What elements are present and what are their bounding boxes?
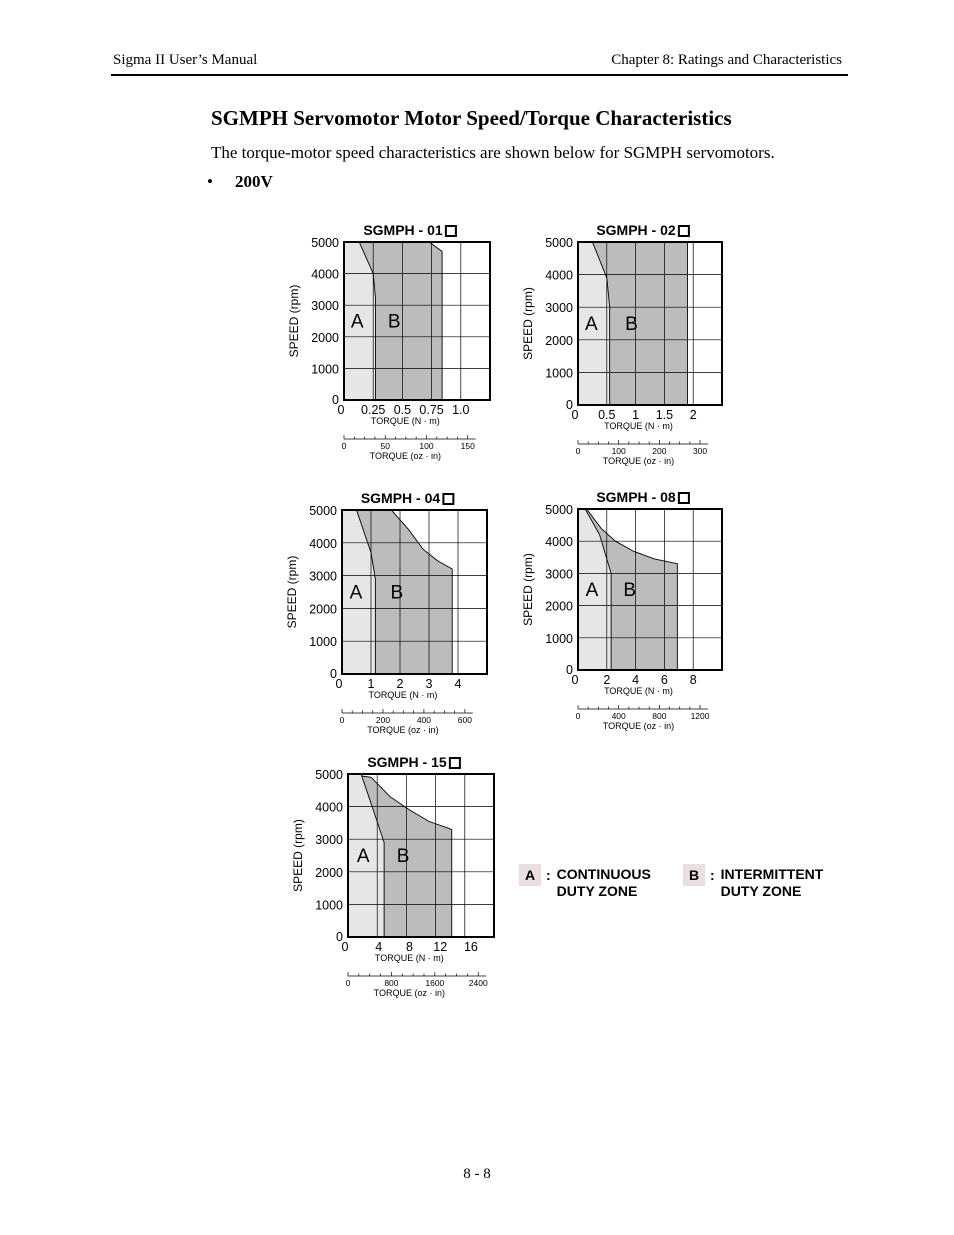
oz-tick-label: 400 — [611, 711, 626, 721]
zone-a-label: A — [356, 846, 370, 868]
legend-a-colon: : — [546, 867, 551, 883]
oz-axis-label: TORQUE (oz · in) — [602, 456, 675, 466]
x-tick-label: 0 — [571, 408, 579, 422]
x-tick-label: 0 — [337, 403, 345, 417]
chart-title: SGMPH - 04 — [360, 490, 441, 506]
y-tick-label: 3000 — [315, 833, 343, 848]
x-tick-label: 2 — [396, 677, 404, 691]
y-tick-label: 3000 — [545, 301, 573, 316]
header-rule — [111, 74, 848, 76]
oz-tick-label: 50 — [380, 441, 390, 451]
chart-svg — [276, 480, 526, 735]
y-tick-label: 4000 — [545, 535, 573, 550]
page-number: 8 - 8 — [463, 1166, 491, 1182]
y-axis-label: SPEED (rpm) — [287, 284, 301, 358]
y-tick-label: 0 — [330, 667, 337, 681]
oz-tick-label: 800 — [652, 711, 667, 721]
chart-sgmph-15 — [283, 752, 533, 998]
running-header-left: Sigma II User’s Manual — [113, 52, 258, 68]
oz-tick-label: 0 — [575, 446, 581, 456]
y-tick-label: 5000 — [311, 236, 339, 250]
x-tick-label: 0.5 — [598, 408, 616, 422]
legend-a-text-line1: CONTINUOUS — [556, 866, 651, 882]
x-tick-label: 2 — [603, 673, 611, 687]
x-tick-label: 4 — [632, 673, 640, 687]
y-axis-label: SPEED (rpm) — [285, 555, 299, 629]
x-tick-label: 0.75 — [419, 403, 444, 417]
zone-a-label: A — [584, 314, 598, 336]
chart-sgmph-02 — [515, 222, 765, 466]
x-axis-label: TORQUE (N · m) — [604, 686, 673, 696]
oz-axis-label: TORQUE (oz · in) — [369, 451, 441, 461]
legend-b-colon: : — [710, 867, 715, 883]
oz-tick-label: 600 — [457, 715, 472, 725]
y-tick-label: 2000 — [315, 865, 343, 880]
zone-b-label: B — [387, 311, 401, 333]
x-tick-label: 1.5 — [655, 408, 674, 422]
chart-title: SGMPH - 01 — [363, 222, 443, 238]
oz-tick-label: 800 — [384, 978, 399, 988]
y-tick-label: 1000 — [545, 366, 573, 381]
oz-tick-label: 0 — [575, 711, 581, 721]
y-tick-label: 0 — [332, 393, 339, 407]
zone-b-label: B — [623, 579, 637, 601]
legend-b-text-line1: INTERMITTENT — [720, 866, 824, 882]
x-tick-label: 0.5 — [393, 403, 412, 417]
oz-tick-label: 100 — [419, 441, 434, 451]
running-header-right: Chapter 8: Ratings and Characteristics — [611, 52, 842, 68]
y-tick-label: 5000 — [545, 503, 573, 517]
zone-b-label: B — [396, 846, 410, 868]
legend-b-swatch: B — [683, 864, 705, 886]
y-tick-label: 1000 — [311, 362, 339, 377]
y-tick-label: 1000 — [545, 631, 573, 646]
chart-svg — [515, 487, 765, 732]
oz-tick-label: 1200 — [690, 711, 710, 721]
y-axis-label: SPEED (rpm) — [521, 553, 535, 626]
legend-intermittent — [683, 864, 823, 900]
x-tick-label: 3 — [425, 677, 433, 691]
voltage-bullet — [207, 172, 273, 192]
oz-axis-label: TORQUE (oz · in) — [602, 721, 675, 731]
oz-tick-label: 200 — [375, 715, 391, 725]
y-tick-label: 4000 — [311, 267, 339, 282]
y-tick-label: 5000 — [545, 236, 573, 250]
title-square-icon — [679, 493, 689, 503]
oz-tick-label: 400 — [416, 715, 432, 725]
oz-tick-label: 2400 — [468, 978, 488, 988]
chart-svg — [283, 752, 533, 997]
y-tick-label: 5000 — [315, 768, 343, 782]
y-tick-label: 4000 — [545, 268, 573, 283]
title-square-icon — [679, 226, 689, 236]
x-tick-label: 16 — [463, 940, 478, 954]
y-tick-label: 2000 — [311, 330, 339, 345]
x-tick-label: 6 — [660, 673, 668, 687]
x-tick-label: 1 — [367, 677, 375, 691]
x-tick-label: 8 — [405, 940, 413, 954]
legend-continuous — [519, 864, 651, 900]
x-axis-label: TORQUE (N · m) — [604, 421, 673, 431]
x-tick-label: 4 — [375, 940, 383, 954]
chart-title: SGMPH - 02 — [596, 222, 676, 238]
oz-tick-label: 0 — [339, 715, 345, 725]
zone-a-label: A — [350, 311, 364, 333]
x-tick-label: 0.25 — [361, 403, 386, 417]
zone-a-label: A — [349, 582, 363, 604]
y-tick-label: 4000 — [315, 800, 343, 815]
oz-axis-label: TORQUE (oz · in) — [373, 988, 445, 998]
x-tick-label: 2 — [689, 408, 697, 422]
legend-b-text — [721, 864, 824, 900]
oz-tick-label: 0 — [345, 978, 351, 988]
x-tick-label: 12 — [433, 940, 448, 954]
y-tick-label: 2000 — [545, 333, 573, 348]
x-tick-label: 1 — [632, 408, 640, 422]
zone-b-label: B — [390, 582, 404, 604]
oz-tick-label: 300 — [692, 446, 708, 456]
legend-a-text-line2: DUTY ZONE — [556, 883, 638, 899]
y-axis-label: SPEED (rpm) — [291, 819, 305, 892]
voltage-label: 200V — [235, 172, 273, 191]
legend-b-text-line2: DUTY ZONE — [720, 883, 802, 899]
chart-title: SGMPH - 08 — [596, 489, 676, 505]
y-tick-label: 2000 — [545, 599, 573, 614]
chart-sgmph-04 — [276, 480, 526, 735]
title-square-icon — [443, 494, 453, 504]
intro-paragraph: The torque-motor speed characteristics are shown below for SGMPH servomotors. — [211, 143, 775, 162]
y-tick-label: 3000 — [309, 569, 337, 584]
section-title: SGMPH Servomotor Motor Speed/Torque Characteristics — [211, 106, 732, 130]
x-tick-label: 0 — [571, 673, 579, 687]
y-tick-label: 0 — [566, 663, 573, 677]
legend-a-swatch: A — [519, 864, 541, 886]
chart-sgmph-08 — [515, 487, 765, 731]
y-tick-label: 1000 — [309, 635, 337, 650]
chart-sgmph-01 — [280, 220, 530, 460]
x-tick-label: 1.0 — [452, 403, 470, 417]
zone-a-label: A — [585, 579, 599, 601]
y-tick-label: 1000 — [315, 898, 343, 913]
oz-tick-label: 200 — [652, 446, 667, 456]
x-axis-label: TORQUE (N · m) — [370, 416, 440, 426]
oz-axis-label: TORQUE (oz · in) — [367, 725, 439, 735]
chart-svg — [280, 220, 530, 465]
bullet-dot: • — [207, 172, 213, 191]
title-square-icon — [446, 226, 456, 236]
y-axis-label: SPEED (rpm) — [521, 287, 535, 360]
x-tick-label: 4 — [454, 677, 462, 691]
legend-a-text — [557, 864, 651, 900]
chart-svg — [515, 222, 765, 467]
oz-tick-label: 150 — [460, 441, 475, 451]
oz-tick-label: 100 — [611, 446, 626, 456]
y-tick-label: 0 — [566, 398, 573, 412]
title-square-icon — [450, 758, 460, 768]
x-axis-label: TORQUE (N · m) — [368, 690, 438, 700]
y-tick-label: 2000 — [309, 602, 337, 617]
y-tick-label: 5000 — [309, 504, 337, 518]
oz-tick-label: 0 — [341, 441, 347, 451]
y-tick-label: 3000 — [311, 299, 339, 314]
y-tick-label: 4000 — [309, 536, 337, 551]
y-tick-label: 3000 — [545, 567, 573, 582]
x-axis-label: TORQUE (N · m) — [374, 953, 444, 963]
x-tick-label: 8 — [689, 673, 697, 687]
y-tick-label: 0 — [336, 930, 343, 944]
oz-tick-label: 1600 — [425, 978, 445, 988]
x-tick-label: 0 — [341, 940, 349, 954]
chart-title: SGMPH - 15 — [367, 754, 447, 770]
x-tick-label: 0 — [335, 677, 343, 691]
zone-b-label: B — [625, 314, 638, 336]
